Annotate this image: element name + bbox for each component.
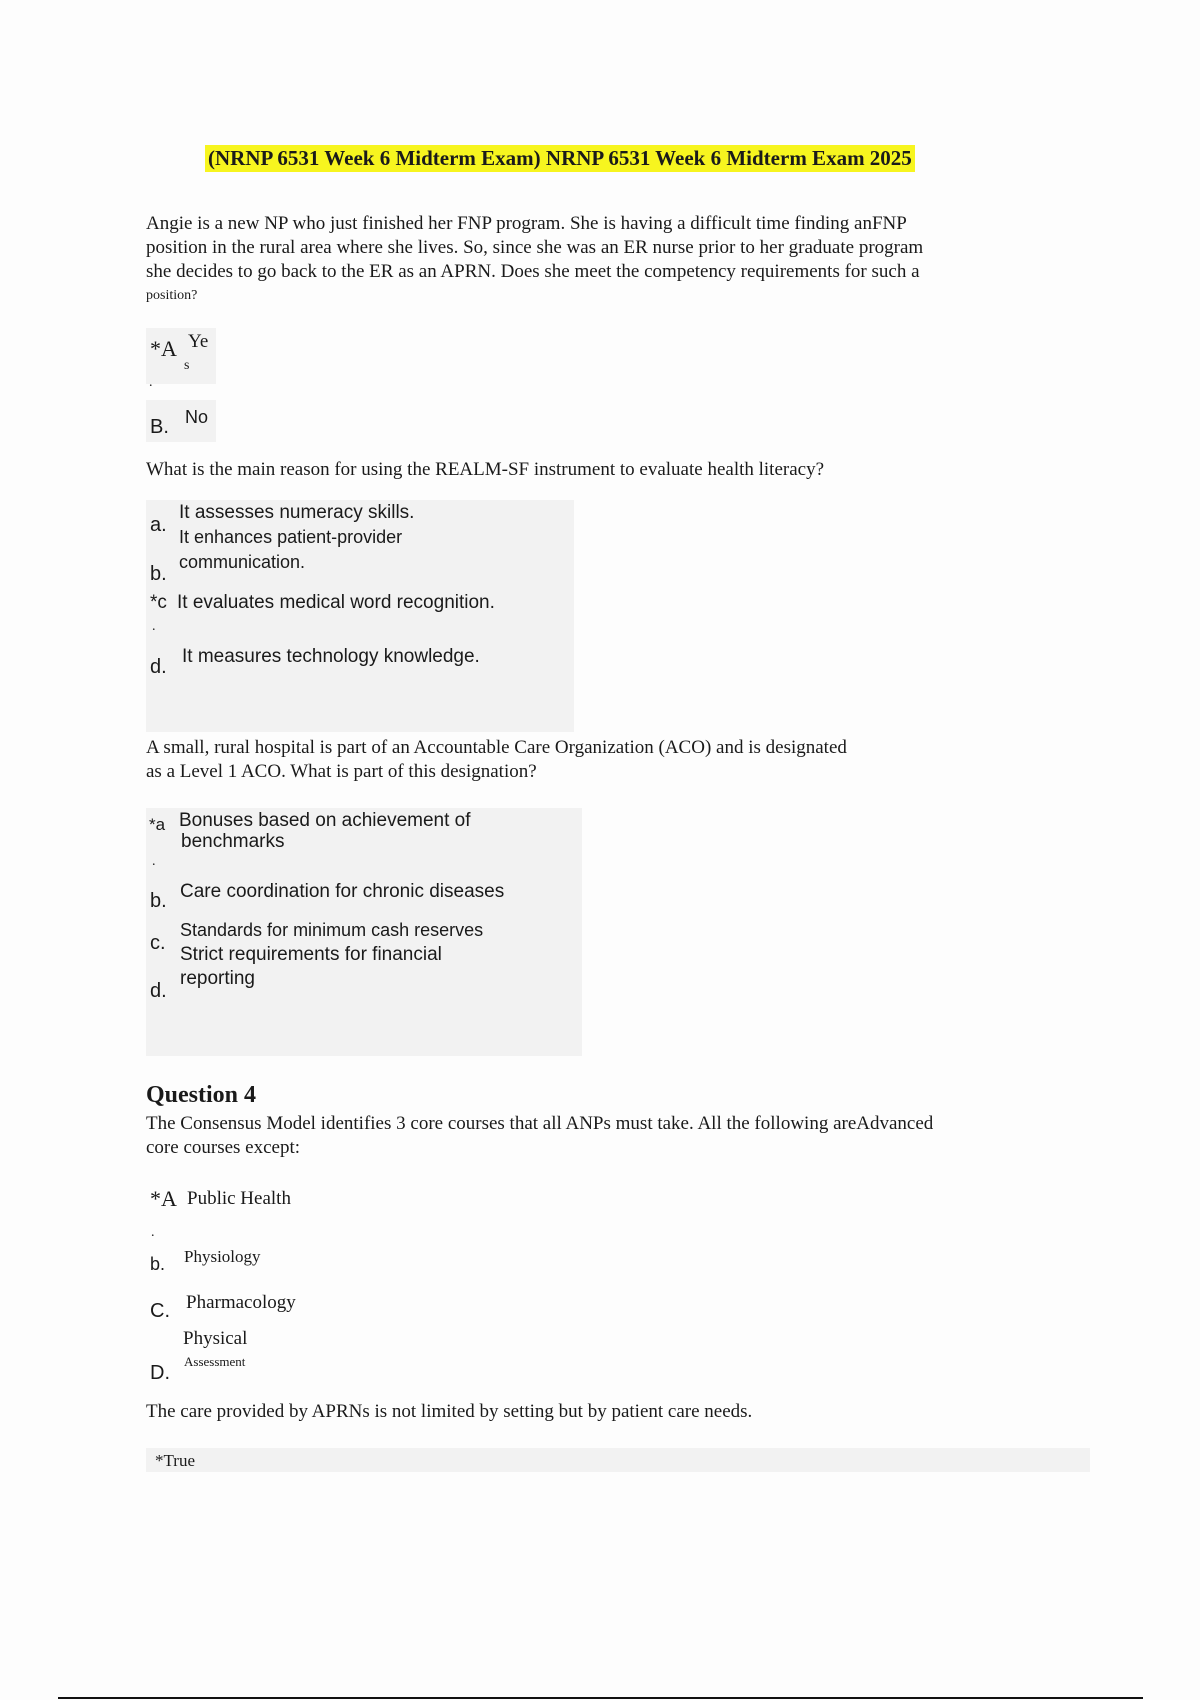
q3-option-b-marker: b. — [150, 890, 167, 912]
q2-option-c-marker: *c — [150, 592, 167, 613]
q1-option-a-dot: . — [149, 375, 153, 390]
q2-option-a-marker: a. — [150, 514, 167, 536]
q5-answer: *True — [155, 1451, 195, 1470]
q2-option-d-marker: d. — [150, 656, 167, 678]
question-3-text — [146, 736, 847, 784]
q2-option-a-text: It assesses numeracy skills. — [179, 502, 415, 523]
q3-option-d-text: reporting — [180, 968, 255, 989]
q2-option-b-marker: b. — [150, 563, 167, 585]
q3-option-a-marker: *a — [149, 815, 166, 834]
q1-option-b-marker: B. — [150, 416, 169, 438]
q2-option-d-text: It measures technology knowledge. — [182, 646, 480, 667]
q3-option-a-text: benchmarks — [181, 831, 285, 852]
q4-option-d-text: Physical — [183, 1328, 248, 1349]
q3-option-d-text: Strict requirements for financial — [180, 944, 442, 965]
q5-answer-box — [146, 1448, 1090, 1472]
document-title: (NRNP 6531 Week 6 Midterm Exam) NRNP 6531 Week 6 Midterm Exam 2025 — [205, 145, 915, 172]
question-2-text: What is the main reason for using the REALM-SF instrument to evaluate health literacy? — [146, 459, 825, 480]
q2-option-b-text: It enhances patient-provider — [179, 527, 403, 547]
q2-option-c-dot: . — [152, 619, 156, 634]
question-4-line: The Consensus Model identifies 3 core courses that all ANPs must take. All the following areAdvanced — [146, 1113, 934, 1134]
q3-option-c-marker: c. — [150, 932, 166, 954]
question-4-heading: Question 4 — [146, 1082, 257, 1108]
q3-option-a-dot: . — [152, 854, 156, 869]
question-4-line: core courses except: — [146, 1137, 301, 1158]
q3-option-d-marker: d. — [150, 980, 167, 1002]
q4-option-d-marker: D. — [150, 1362, 170, 1384]
q4-option-a-marker: *A — [150, 1186, 177, 1211]
q1-option-a-text: s — [184, 358, 190, 373]
page-bottom-rule — [58, 1697, 1143, 1699]
question-5-text: The care provided by APRNs is not limited by setting but by patient care needs. — [146, 1401, 753, 1422]
q2-option-c-text: It evaluates medical word recognition. — [177, 592, 495, 613]
q3-option-c-text: Standards for minimum cash reserves — [180, 920, 484, 940]
q2-option-b-text: communication. — [179, 552, 306, 572]
q4-option-b-text: Physiology — [184, 1247, 261, 1266]
q1-option-a-text: Ye — [188, 331, 209, 352]
q3-option-a-text: Bonuses based on achievement of — [179, 810, 471, 831]
question-1-text — [146, 212, 1066, 308]
question-1-line: position? — [146, 288, 198, 303]
q4-option-b-marker: b. — [150, 1254, 166, 1274]
question-3-line: A small, rural hospital is part of an Accountable Care Organization (ACO) and is designated — [146, 737, 847, 758]
q3-option-b-text: Care coordination for chronic diseases — [180, 881, 505, 902]
question-1-line: Angie is a new NP who just finished her FNP program. She is having a difficult time finding anFNP — [146, 213, 907, 234]
question-3-line: as a Level 1 ACO. What is part of this designation? — [146, 761, 537, 782]
q1-option-a-marker: *A — [150, 336, 177, 361]
q4-option-c-text: Pharmacology — [186, 1292, 296, 1313]
question-1-line: she decides to go back to the ER as an APRN. Does she meet the competency requirements for such a — [146, 261, 920, 282]
q4-option-c-marker: C. — [150, 1300, 170, 1322]
q1-option-b-text: No — [185, 407, 209, 427]
q4-option-a-text: Public Health — [187, 1188, 291, 1209]
q4-option-a-dot: . — [151, 1225, 155, 1240]
q4-option-d-text: Assessment — [184, 1354, 246, 1369]
question-1-line: position in the rural area where she lives. So, since she was an ER nurse prior to her graduate program — [146, 237, 924, 258]
question-4-text — [146, 1112, 933, 1160]
